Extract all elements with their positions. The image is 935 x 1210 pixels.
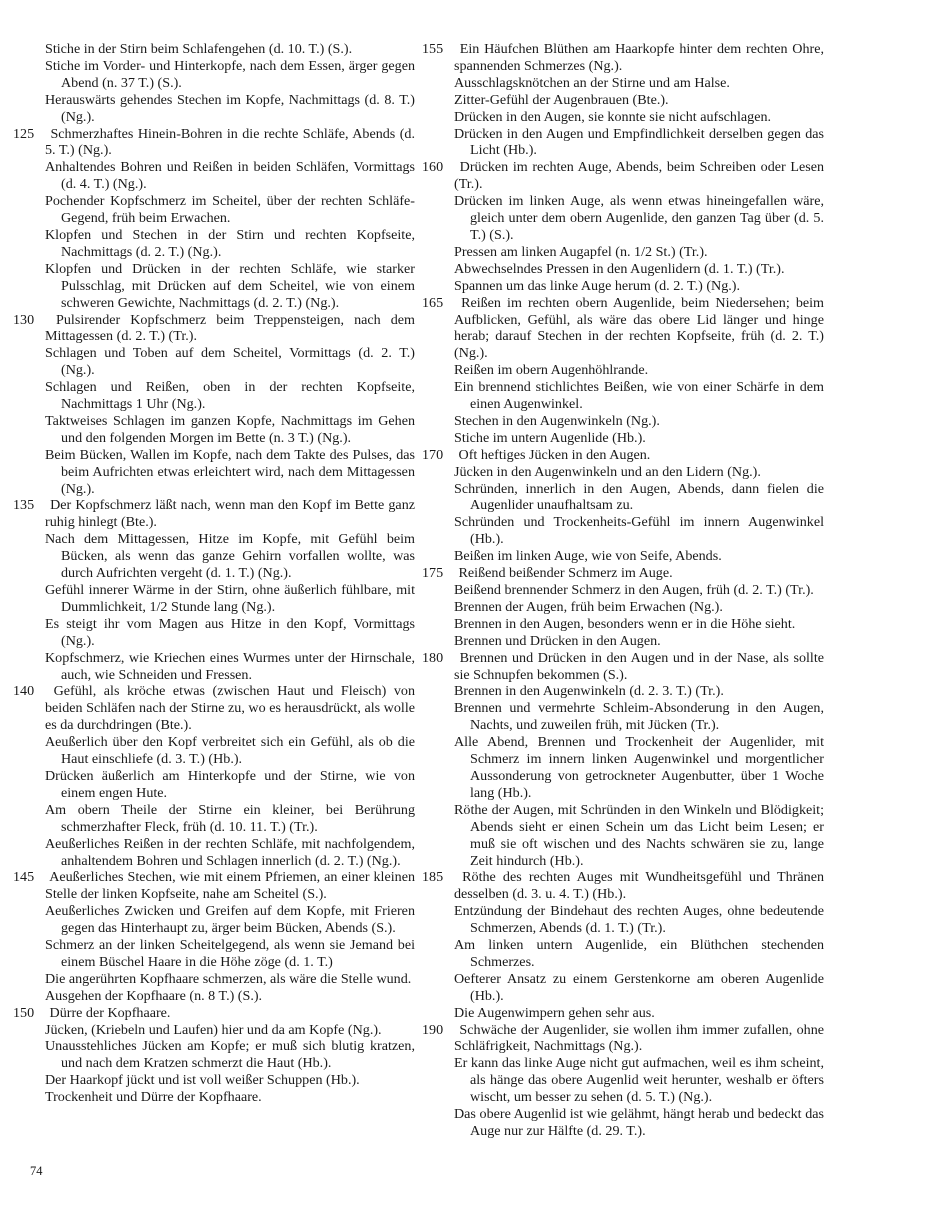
- entry-text: Am obern Theile der Stirne ein kleiner, bei Berührung schmerzhafter Fleck, früh (d. 10. 11. T.) (Tr.).: [45, 801, 415, 835]
- symptom-entry: [29, 768, 415, 802]
- symptom-entry: [422, 565, 824, 582]
- entry-text: Nach dem Mittagessen, Hitze im Kopfe, mit Gefühl beim Bücken, als wenn das ganze Gehirn vorfallen wollte, was durch Aufrichten vergeht (d. 1. T.) (Ng.).: [45, 531, 415, 582]
- entry-number: 125: [13, 125, 35, 142]
- symptom-entry: [438, 413, 824, 430]
- entry-text: Am linken untern Augenlide, ein Blüthchen stechenden Schmerzes.: [454, 937, 824, 970]
- entry-number: 175: [422, 565, 444, 582]
- symptom-entry: [29, 531, 415, 582]
- symptom-entry: [438, 1055, 824, 1106]
- entry-text: Drücken in den Augen, sie konnte sie nicht aufschlagen.: [454, 108, 772, 125]
- entry-number: 160: [422, 159, 444, 176]
- entry-text: Spannen um das linke Auge herum (d. 2. T.) (Ng.).: [454, 277, 740, 294]
- entry-text: Stiche im untern Augenlide (Hb.).: [454, 429, 646, 446]
- entry-text: Drücken im rechten Auge, Abends, beim Schreiben oder Lesen (Tr.).: [454, 159, 824, 193]
- right-column: [422, 41, 825, 1140]
- symptom-entry: [29, 937, 415, 971]
- entry-text: Reißend beißender Schmerz im Auge.: [458, 565, 673, 582]
- entry-number: 130: [13, 311, 35, 328]
- symptom-entry: [438, 244, 824, 261]
- entry-text: Pochender Kopfschmerz im Scheitel, über der rechten Schläfe-Gegend, früh beim Erwachen.: [45, 193, 415, 227]
- entry-text: Stiche im Vorder- und Hinterkopfe, nach dem Essen, ärger gegen Abend (n. 37 T.) (S.).: [45, 57, 415, 91]
- symptom-entry: [438, 481, 824, 515]
- symptom-entry: [13, 125, 415, 160]
- symptom-entry: [438, 379, 824, 413]
- entry-text: Trockenheit und Dürre der Kopfhaare.: [45, 1089, 262, 1106]
- symptom-entry: [29, 616, 415, 650]
- symptom-entry: [29, 58, 415, 92]
- entry-text: Beißen im linken Auge, wie von Seife, Abends.: [454, 548, 722, 565]
- entry-text: Brennen in den Augenwinkeln (d. 2. 3. T.) (Tr.).: [454, 683, 724, 700]
- page-number: 74: [30, 1164, 43, 1178]
- symptom-entry: [422, 869, 824, 903]
- entry-number: 135: [13, 497, 35, 514]
- entry-text: Brennen und Drücken in den Augen.: [454, 632, 661, 649]
- symptom-entry: [438, 971, 824, 1005]
- entry-text: Reißen im obern Augenhöhlrande.: [454, 362, 649, 379]
- entry-text: Jücken, (Kriebeln und Laufen) hier und da am Kopfe (Ng.).: [45, 1021, 382, 1038]
- entry-text: Aeußerliches Reißen in der rechten Schläfe, mit nachfolgendem, anhaltendem Bohren und Schlagen innerlich (d. 2. T.) (Ng.).: [45, 835, 415, 869]
- entry-text: Röthe des rechten Auges mit Wundheitsgefühl und Thränen desselben (d. 3. u. 4. T.) (Hb.).: [454, 869, 824, 903]
- entry-text: Schwäche der Augenlider, sie wollen ihm immer zufallen, ohne Schläfrigkeit, Nachmittags (Ng.).: [454, 1021, 825, 1055]
- symptom-entry: [438, 700, 824, 734]
- entry-number: 140: [13, 683, 35, 700]
- symptom-entry: [438, 683, 824, 700]
- symptom-entry: [438, 193, 824, 244]
- entry-text: Stechen in den Augenwinkeln (Ng.).: [454, 412, 660, 429]
- symptom-entry: [422, 41, 824, 75]
- entry-text: Die Augenwimpern gehen sehr aus.: [454, 1004, 655, 1021]
- symptom-entry: [13, 311, 415, 346]
- entry-text: Schmerz an der linken Scheitelgegend, als wenn sie Jemand bei einem Büschel Haare in die Höhe zöge (d. 1. T.): [45, 937, 415, 970]
- entry-text: Gefühl, als kröche etwas (zwischen Haut und Fleisch) von beiden Schläfen nach der Stirne zu, wo es herausdrückt, als wolle es da durchdringen (Bte.).: [45, 683, 415, 734]
- symptom-entry: [438, 1106, 824, 1140]
- entry-text: Aeußerlich über den Kopf verbreitet sich ein Gefühl, als ob die Haut einschliefe (d. 3. T.) (Hb.).: [45, 734, 415, 768]
- symptom-entry: [29, 92, 415, 126]
- symptom-entry: [29, 650, 415, 684]
- entry-text: Zitter-Gefühl der Augenbrauen (Bte.).: [454, 91, 669, 108]
- entry-number: 145: [13, 869, 35, 886]
- entry-number: 150: [13, 1004, 35, 1021]
- entry-text: Ein brennend stichlichtes Beißen, wie von einer Schärfe in dem einen Augenwinkel.: [454, 379, 824, 413]
- entry-text: Taktweises Schlagen im ganzen Kopfe, Nachmittags im Gehen und den folgenden Morgen im Bette (n. 3 T.) (Ng.).: [45, 412, 415, 446]
- symptom-entry: [438, 548, 824, 565]
- entry-text: Brennen und vermehrte Schleim-Absonderung in den Augen, Nachts, und zuweilen früh, mit Jücken (Tr.).: [454, 700, 824, 734]
- entry-text: Klopfen und Drücken in der rechten Schläfe, wie starker Pulsschlag, mit Drücken auf dem Scheitel, wie von einem schweren Gewichte, Nachmittags (d. 2. T.) (Ng.).: [45, 260, 415, 311]
- symptom-entry: [13, 683, 415, 734]
- symptom-entry: [438, 582, 824, 599]
- symptom-entry: [438, 514, 824, 548]
- entry-text: Schlagen und Toben auf dem Scheitel, Vormittags (d. 2. T.) (Ng.).: [45, 345, 415, 379]
- entry-text: Anhaltendes Bohren und Reißen in beiden Schläfen, Vormittags (d. 4. T.) (Ng.).: [45, 159, 415, 193]
- entry-number: 165: [422, 294, 444, 311]
- symptom-entry: [438, 126, 824, 160]
- symptom-entry: [29, 971, 415, 988]
- symptom-entry: [438, 464, 824, 481]
- entry-number: 190: [422, 1021, 444, 1038]
- entry-text: Pressen am linken Augapfel (n. 1/2 St.) (Tr.).: [454, 243, 708, 260]
- entry-number: 170: [422, 446, 444, 463]
- entry-text: Das obere Augenlid ist wie gelähmt, hängt herab und bedeckt das Auge nur zur Hälfte (d. 29. T.).: [454, 1106, 824, 1139]
- symptom-entry: [438, 92, 824, 109]
- symptom-entry: [29, 345, 415, 379]
- symptom-entry: [29, 379, 415, 413]
- entry-text: Jücken in den Augenwinkeln und an den Lidern (Ng.).: [454, 463, 761, 480]
- entry-text: Brennen der Augen, früh beim Erwachen (Ng.).: [454, 598, 723, 615]
- symptom-entry: [29, 1038, 415, 1072]
- entry-text: Beim Bücken, Wallen im Kopfe, nach dem Takte des Pulses, das beim Aufrichten etwas erleichtert wird, nach dem Mittagessen (Ng.).: [45, 446, 415, 497]
- entry-text: Der Haarkopf jückt und ist voll weißer Schuppen (Hb.).: [45, 1072, 360, 1089]
- entry-text: Beißend brennender Schmerz in den Augen, früh (d. 2. T.) (Tr.).: [454, 582, 814, 598]
- entry-text: Stiche in der Stirn beim Schlafengehen (d. 10. T.) (S.).: [45, 41, 353, 57]
- symptom-entry: [438, 903, 824, 937]
- entry-text: Gefühl innerer Wärme in der Stirn, ohne äußerlich fühlbare, mit Dummlichkeit, 1/2 Stunde lang (Ng.).: [45, 582, 415, 615]
- entry-text: Die angerührten Kopfhaare schmerzen, als wäre die Stelle wund.: [45, 970, 412, 987]
- entry-text: Reißen im rechten obern Augenlide, beim Niedersehen; beim Aufblicken, Gefühl, als wäre das obere Lid länger und hinge herab; darauf Stechen in der rechten Kopfseite, früh (d. 2. T.) (Ng.).: [454, 294, 824, 362]
- entry-text: Unausstehliches Jücken am Kopfe; er muß sich blutig kratzen, und nach dem Kratzen schmerzt die Haut (Hb.).: [45, 1038, 415, 1072]
- entry-text: Röthe der Augen, mit Schründen in den Winkeln und Blödigkeit; Abends sieht er einen Schein um das Licht beim Lesen; er muß sie oft wischen und des Nachts schwären sie zu, lange Zeit hindurch (Hb.).: [454, 801, 824, 869]
- entry-text: Herauswärts gehendes Stechen im Kopfe, Nachmittags (d. 8. T.) (Ng.).: [45, 91, 415, 125]
- symptom-entry: [422, 1021, 825, 1056]
- symptom-entry: [29, 836, 415, 870]
- symptom-entry: [438, 261, 824, 278]
- entry-text: Brennen in den Augen, besonders wenn er in die Höhe sieht.: [454, 615, 796, 632]
- entry-text: Schründen und Trockenheits-Gefühl im innern Augenwinkel (Hb.).: [454, 514, 824, 548]
- entry-text: Ausschlagsknötchen an der Stirne und am Halse.: [454, 74, 730, 91]
- entry-text: Der Kopfschmerz läßt nach, wenn man den Kopf im Bette ganz ruhig hinlegt (Bte.).: [45, 497, 415, 531]
- symptom-entry: [438, 362, 824, 379]
- symptom-entry: [422, 294, 824, 363]
- entry-text: Drücken im linken Auge, als wenn etwas hineingefallen wäre, gleich unter dem obern Augenlide, den ganzen Tag über (d. 5. T.) (S.).: [454, 193, 824, 243]
- symptom-entry: [29, 159, 415, 193]
- left-column: [13, 41, 415, 1106]
- symptom-entry: [438, 633, 824, 650]
- entry-text: Schründen, innerlich in den Augen, Abends, dann fielen die Augenlider unaufhaltsam zu.: [454, 480, 824, 514]
- entry-number: 155: [422, 41, 444, 57]
- entry-text: Ausgehen der Kopfhaare (n. 8 T.) (S.).: [45, 987, 263, 1004]
- symptom-entry: [438, 802, 824, 870]
- symptom-entry: [438, 430, 824, 447]
- entry-text: Oft heftiges Jücken in den Augen.: [458, 446, 651, 463]
- entry-text: Abwechselndes Pressen in den Augenlidern (d. 1. T.) (Tr.).: [454, 260, 785, 277]
- symptom-entry: [29, 193, 415, 227]
- symptom-entry: [29, 261, 415, 312]
- entry-text: Alle Abend, Brennen und Trockenheit der Augenlider, mit Schmerz im innern linken Augenwinkel und morgentlicher Aussonderung von getrockneter Augenbutter, über 1 Woche lang (Hb.).: [454, 734, 824, 801]
- symptom-entry: [438, 278, 824, 295]
- symptom-entry: [13, 497, 415, 531]
- symptom-entry: [29, 988, 415, 1005]
- symptom-entry: [13, 869, 415, 903]
- entry-text: Schlagen und Reißen, oben in der rechten Kopfseite, Nachmittags 1 Uhr (Ng.).: [45, 379, 415, 413]
- entry-text: Ein Häufchen Blüthen am Haarkopfe hinter dem rechten Ohre, spannenden Schmerzes (Ng.).: [454, 41, 824, 74]
- entry-text: Drücken äußerlich am Hinterkopfe und der Stirne, wie von einem engen Hute.: [45, 767, 415, 801]
- symptom-entry: [29, 734, 415, 768]
- symptom-entry: [438, 599, 824, 616]
- entry-text: Dürre der Kopfhaare.: [49, 1004, 171, 1021]
- symptom-entry: [29, 447, 415, 498]
- symptom-entry: [422, 446, 824, 464]
- entry-text: Er kann das linke Auge nicht gut aufmachen, weil es ihm scheint, als hänge das obere Augenlid weit herunter, weshalb er öfters wischt, um besser zu sehen (d. 5. T.) (Ng.).: [454, 1055, 824, 1106]
- symptom-entry: [438, 1005, 824, 1022]
- symptom-entry: [29, 1022, 415, 1039]
- symptom-entry: [438, 616, 824, 633]
- symptom-entry: [29, 413, 415, 447]
- symptom-entry: [29, 41, 415, 58]
- symptom-entry: [438, 109, 824, 126]
- symptom-entry: [29, 1072, 415, 1089]
- entry-text: Klopfen und Stechen in der Stirn und rechten Kopfseite, Nachmittags (d. 2. T.) (Ng.).: [45, 226, 415, 260]
- entry-text: Aeußerliches Stechen, wie mit einem Pfriemen, an einer kleinen Stelle der linken Kopfseite, nahe am Scheitel (S.).: [45, 869, 415, 903]
- entry-text: Brennen und Drücken in den Augen und in der Nase, als sollte sie Schnupfen bekommen (S.).: [454, 649, 824, 683]
- entry-text: Aeußerliches Zwicken und Greifen auf dem Kopfe, mit Frieren gegen das Hinterhaupt zu, ärger beim Bücken, Abends (S.).: [45, 903, 415, 937]
- entry-text: Es steigt ihr vom Magen aus Hitze in den Kopf, Vormittags (Ng.).: [45, 615, 415, 649]
- entry-text: Entzündung der Bindehaut des rechten Auges, ohne bedeutende Schmerzen, Abends (d. 1. T.) (Tr.).: [454, 903, 824, 937]
- symptom-entry: [29, 1089, 415, 1106]
- entry-number: 185: [422, 869, 444, 886]
- entry-text: Drücken in den Augen und Empfindlichkeit derselben gegen das Licht (Hb.).: [454, 125, 824, 159]
- symptom-entry: [438, 75, 824, 92]
- entry-text: Oefterer Ansatz zu einem Gerstenkorne am oberen Augenlide (Hb.).: [454, 970, 824, 1004]
- symptom-entry: [29, 227, 415, 261]
- entry-text: Pulsirender Kopfschmerz beim Treppensteigen, nach dem Mittagessen (d. 2. T.) (Tr.).: [45, 311, 415, 345]
- entry-text: Kopfschmerz, wie Kriechen eines Wurmes unter der Hirnschale, auch, wie Schneiden und Fressen.: [45, 649, 415, 683]
- symptom-entry: [422, 649, 824, 684]
- symptom-entry: [29, 903, 415, 937]
- symptom-entry: [29, 802, 415, 836]
- symptom-entry: [422, 159, 824, 193]
- symptom-entry: [13, 1004, 415, 1022]
- entry-number: 180: [422, 649, 444, 666]
- symptom-entry: [438, 937, 824, 971]
- entry-text: Schmerzhaftes Hinein-Bohren in die rechte Schläfe, Abends (d. 5. T.) (Ng.).: [45, 125, 415, 159]
- symptom-entry: [438, 734, 824, 802]
- symptom-entry: [29, 582, 415, 616]
